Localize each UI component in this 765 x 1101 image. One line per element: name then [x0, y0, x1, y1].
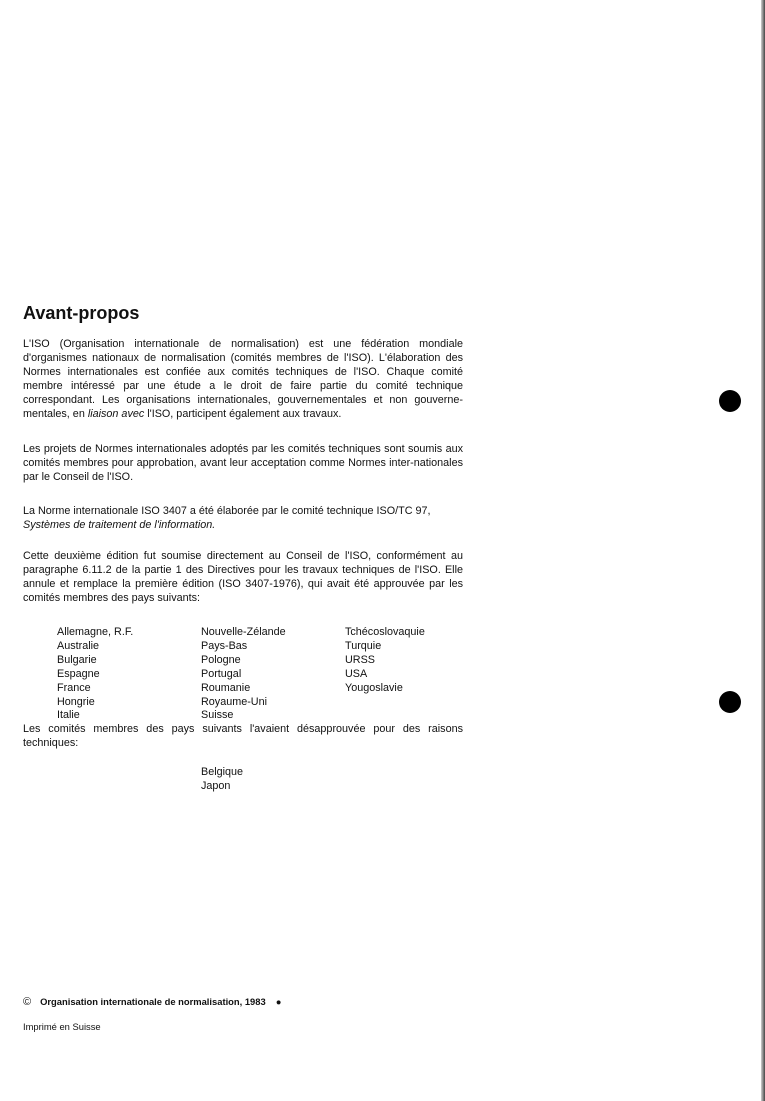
paragraph-iso-intro-text: L'ISO (Organisation internationale de normalisation) est une fédération mondiale d'organismes nationaux de normalisation (comités membres de l'ISO). L'élaboration des Normes internationales est confiée aux comités techniques de l'ISO. Chaque comité membre intéressé par une étude a le droit de faire partie du comité technique correspondant. Les organisations internationales, gouvernementales et non gouverne-mentales, en: [23, 338, 463, 420]
approving-countries-col1: [57, 626, 133, 723]
copyright-line: [23, 996, 281, 1008]
disapproving-countries: [201, 766, 243, 794]
country-item: Yougoslavie: [345, 681, 403, 694]
paragraph-iso-3407: [23, 505, 463, 533]
paragraph-iso-3407-text: La Norme internationale ISO 3407 a été élaborée par le comité technique ISO/TC 97,: [23, 505, 431, 517]
punch-hole-icon: [719, 691, 741, 713]
country-item: Pays-Bas: [201, 639, 248, 652]
country-item: Roumanie: [201, 681, 251, 694]
paragraph-disapproval: Les comités membres des pays suivants l'avaient désapprouvée pour des raisons techniques:: [23, 723, 463, 749]
country-item: Royaume-Uni: [201, 695, 268, 708]
country-item: Allemagne, R.F.: [57, 626, 134, 638]
paragraph-second-edition: Cette deuxième édition fut soumise directement au Conseil de l'ISO, conformément au paragraphe 6.11.2 de la partie 1 des Directives pour les travaux techniques de l'ISO. Elle annule et remplace la première édition (ISO 3407-1976), qui avait été approuvée par les comités membres des pays suivants:: [23, 550, 463, 604]
country-item: Bulgarie: [57, 653, 97, 666]
country-item: Espagne: [57, 667, 100, 680]
paragraph-iso-intro: [23, 338, 463, 421]
country-item: Belgique: [201, 766, 244, 778]
country-item: France: [57, 681, 91, 694]
country-item: Nouvelle-Zélande: [201, 626, 286, 638]
country-item: Hongrie: [57, 695, 95, 708]
country-item: URSS: [345, 653, 375, 666]
country-item: Tchécoslovaquie: [345, 626, 425, 638]
approving-countries-col2: [201, 626, 286, 723]
paragraph-iso-intro-emphasis: liaison avec: [87, 407, 145, 420]
country-item: Turquie: [345, 639, 382, 652]
paragraph-draft-standards: Les projets de Normes internationales adoptés par les comités techniques sont soumis aux comités membres pour approbation, avant leur acceptation comme Normes inter-nationales par le Conseil de l'ISO.: [23, 443, 463, 483]
country-item: Pologne: [201, 653, 241, 666]
paragraph-iso-intro-end: l'ISO, participent également aux travaux.: [144, 407, 342, 420]
punch-hole-icon: [719, 390, 741, 412]
country-item: USA: [345, 667, 368, 680]
copyright-symbol: ©: [23, 996, 32, 1008]
country-item: Suisse: [201, 709, 234, 722]
country-item: Italie: [57, 709, 80, 722]
paragraph-iso-3407-committee: Systèmes de traitement de l'information.: [23, 518, 216, 531]
country-item: Portugal: [201, 667, 242, 680]
bullet-icon: ●: [275, 996, 282, 1007]
country-item: Australie: [57, 639, 100, 652]
page-title: Avant-propos: [23, 303, 140, 323]
printed-in-note: Imprimé en Suisse: [23, 1021, 101, 1032]
page-edge-shadow: [761, 0, 765, 1101]
copyright-text: Organisation internationale de normalisation, 1983: [40, 996, 266, 1007]
approving-countries-col3: [345, 626, 425, 696]
country-item: Japon: [201, 779, 231, 792]
